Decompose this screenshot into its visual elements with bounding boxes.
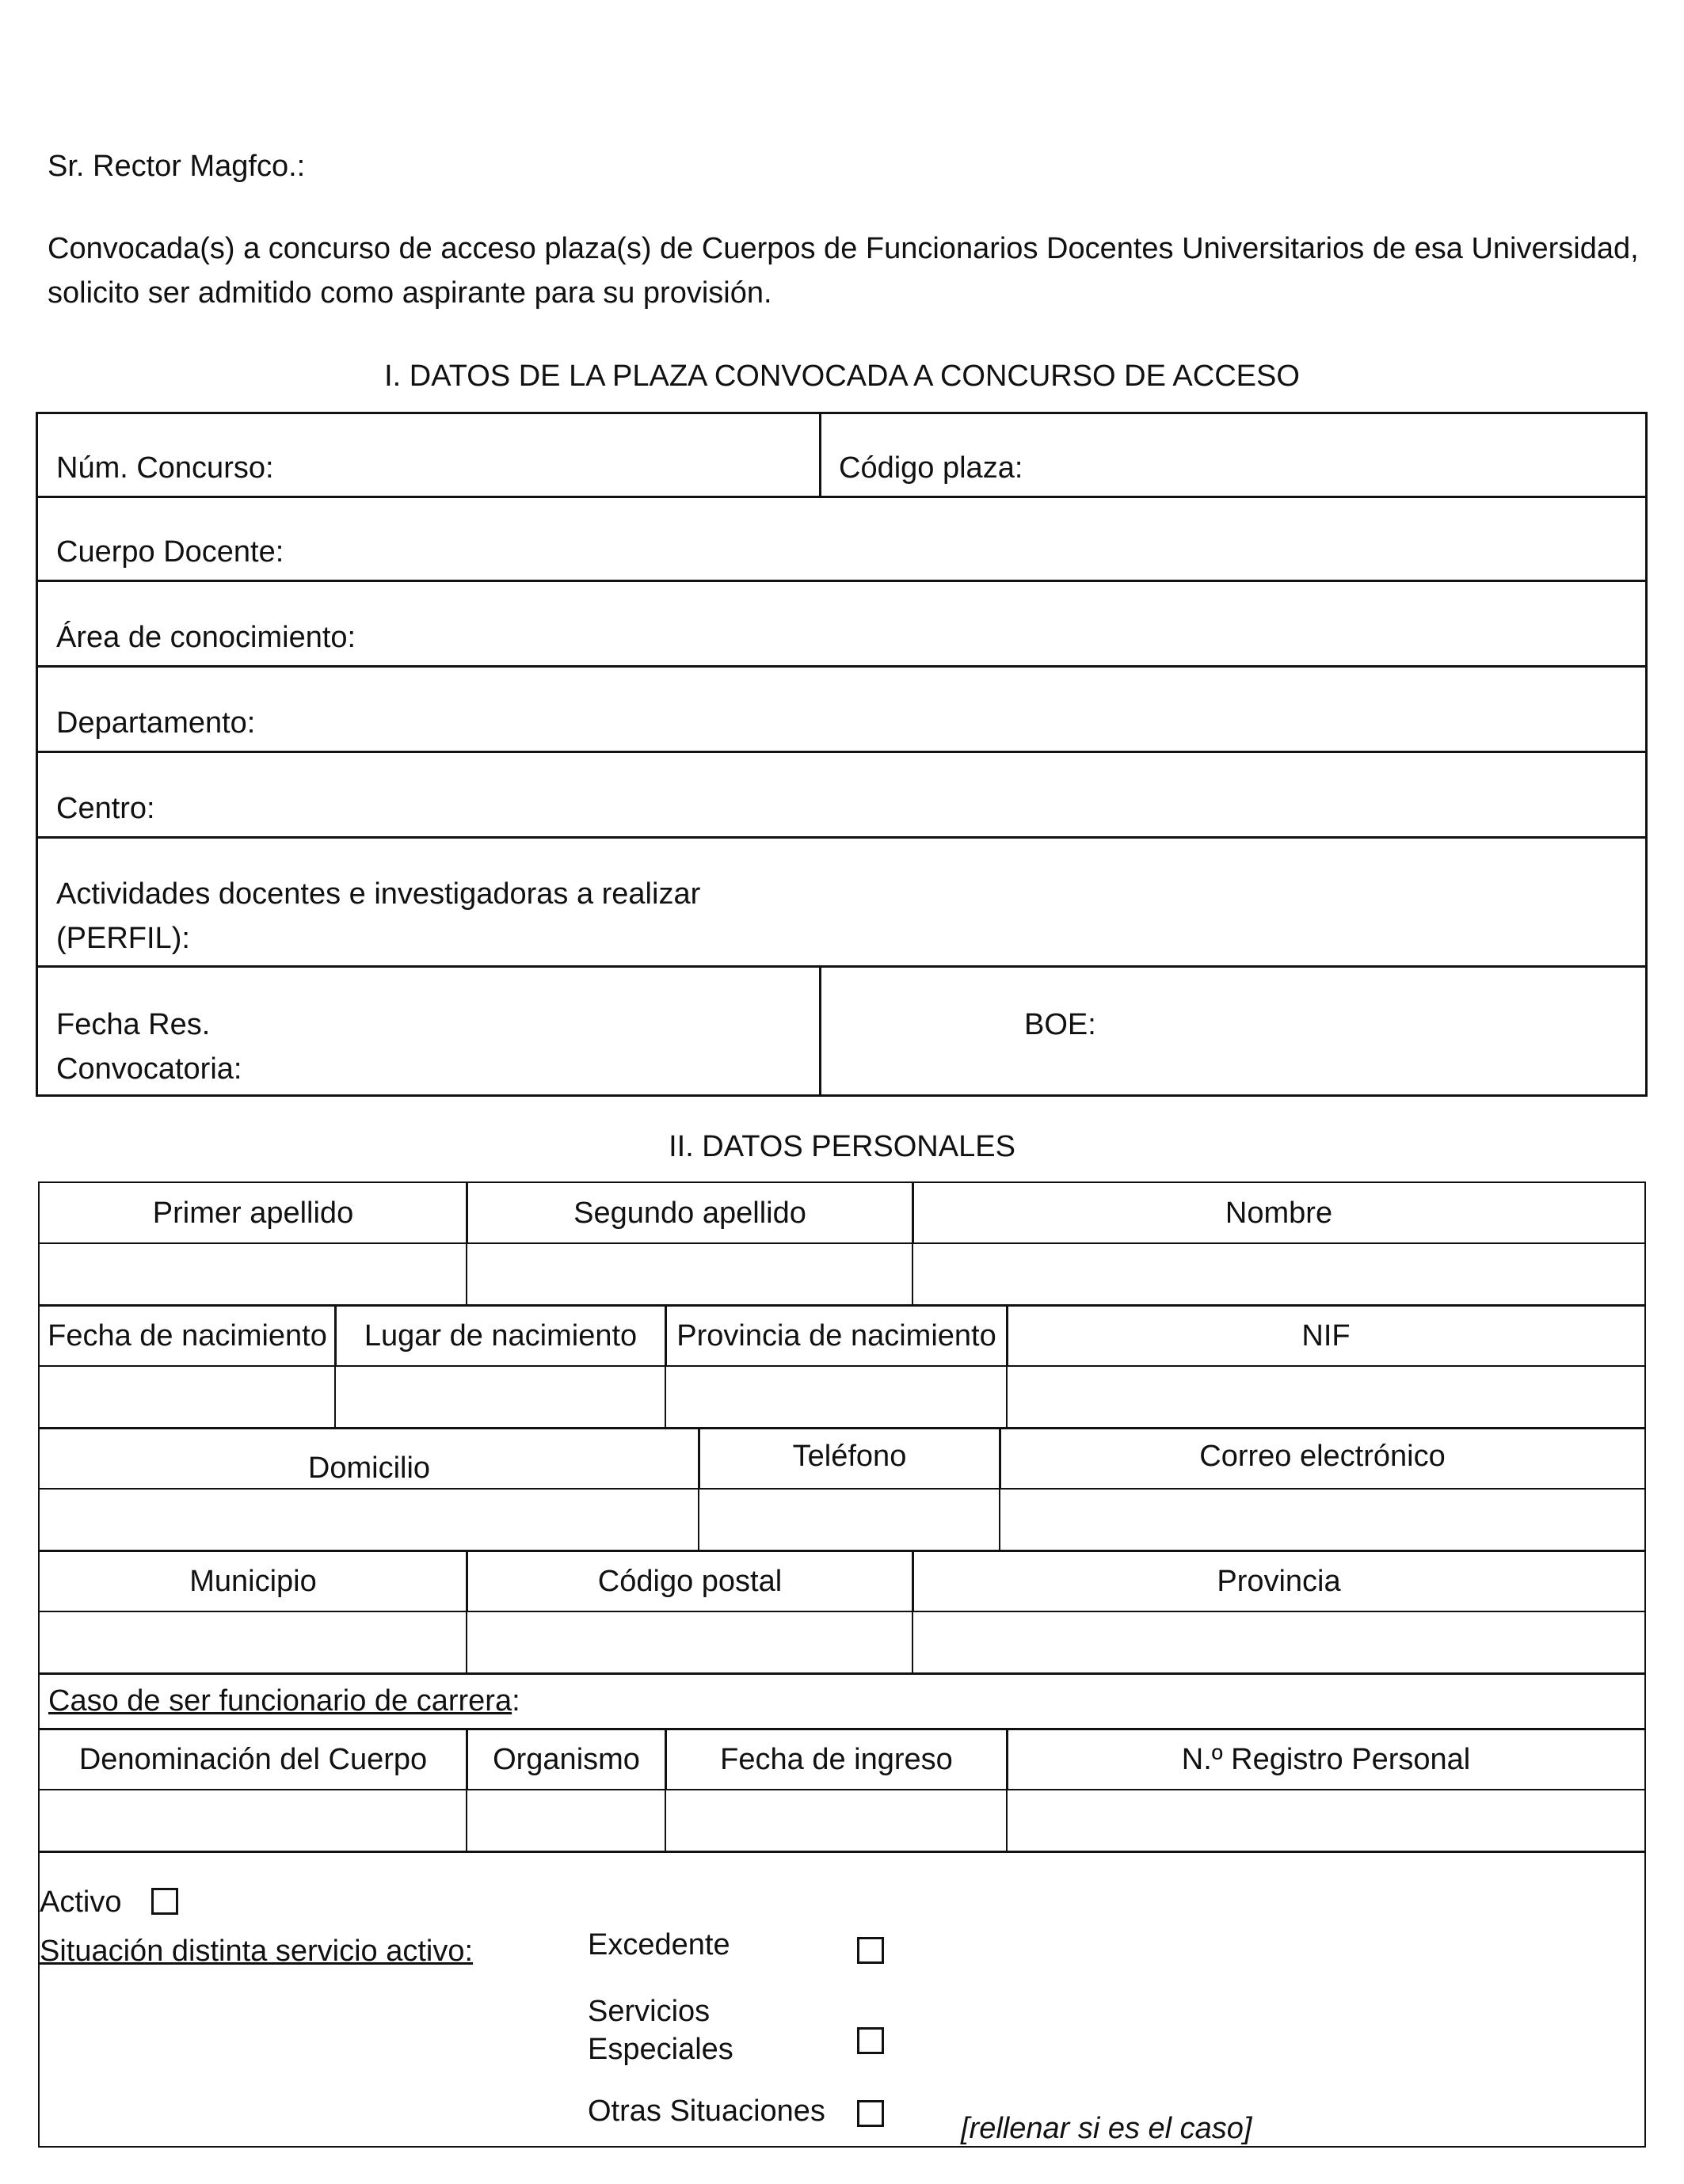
nif-input[interactable] (1006, 1365, 1646, 1429)
header-fecha-ingreso: Fecha de ingreso (665, 1728, 1008, 1791)
segundo-apellido-input[interactable] (466, 1242, 914, 1307)
header-primer-apellido: Primer apellido (38, 1181, 468, 1245)
activo-label: Activo (40, 1885, 122, 1919)
fecha-nacimiento-input[interactable] (38, 1365, 337, 1429)
denominacion-cuerpo-input[interactable] (38, 1789, 468, 1853)
fecha-convocatoria-field[interactable] (36, 965, 821, 1097)
num-concurso-field[interactable] (36, 412, 821, 498)
section-1-title: I. DATOS DE LA PLAZA CONVOCADA A CONCURSO DE ACCESO (384, 360, 1300, 393)
area-conocimiento-label: Área de conocimiento: (56, 621, 356, 654)
registro-personal-input[interactable] (1006, 1789, 1646, 1853)
departamento-field[interactable] (36, 665, 1648, 753)
header-nif: NIF (1006, 1304, 1646, 1368)
boe-field[interactable] (819, 965, 1648, 1097)
section-2-title: II. DATOS PERSONALES (669, 1130, 1015, 1163)
situacion-label: Situación distinta servicio activo: (40, 1935, 474, 1968)
area-conocimiento-field[interactable] (36, 580, 1648, 668)
cuerpo-docente-field[interactable] (36, 496, 1648, 582)
rellenar-note: [rellenar si es el caso] (961, 2112, 1252, 2145)
header-provincia: Provincia (912, 1550, 1646, 1613)
primer-apellido-input[interactable] (38, 1242, 468, 1307)
header-segundo-apellido: Segundo apellido (466, 1181, 914, 1245)
fecha-label-line-2: Convocatoria: (56, 1052, 242, 1086)
codigo-plaza-field[interactable] (819, 412, 1648, 498)
centro-field[interactable] (36, 751, 1648, 839)
lugar-nacimiento-input[interactable] (334, 1365, 667, 1429)
servicios-label-line-2: Especiales (588, 2033, 733, 2066)
header-denominacion-cuerpo: Denominación del Cuerpo (38, 1728, 468, 1791)
header-domicilio: Domicilio (38, 1427, 700, 1490)
header-registro-personal: N.º Registro Personal (1006, 1728, 1646, 1791)
telefono-input[interactable] (698, 1488, 1001, 1552)
otras-situaciones-label: Otras Situaciones (588, 2095, 825, 2128)
num-concurso-label: Núm. Concurso: (56, 451, 274, 485)
nombre-input[interactable] (912, 1242, 1646, 1307)
codigo-postal-input[interactable] (466, 1611, 914, 1675)
header-provincia-nacimiento: Provincia de nacimiento (665, 1304, 1008, 1368)
provincia-input[interactable] (912, 1611, 1646, 1675)
perfil-field[interactable] (36, 836, 1648, 968)
funcionario-heading: Caso de ser funcionario de carrera (48, 1684, 512, 1718)
cuerpo-docente-label: Cuerpo Docente: (56, 535, 284, 569)
salutation: Sr. Rector Magfco.: (48, 150, 306, 183)
header-lugar-nacimiento: Lugar de nacimiento (334, 1304, 667, 1368)
correo-input[interactable] (999, 1488, 1646, 1552)
departamento-label: Departamento: (56, 706, 256, 740)
servicios-especiales-checkbox[interactable] (857, 2027, 884, 2054)
otras-situaciones-checkbox[interactable] (857, 2100, 884, 2127)
perfil-label-line-2: (PERFIL): (56, 922, 190, 955)
header-codigo-postal: Código postal (466, 1550, 914, 1613)
header-organismo: Organismo (466, 1728, 667, 1791)
excedente-label: Excedente (588, 1928, 730, 1961)
funcionario-heading-row (38, 1672, 1646, 1730)
codigo-plaza-label: Código plaza: (839, 451, 1023, 485)
header-telefono: Teléfono (698, 1427, 1001, 1490)
servicios-label-line-1: Servicios (588, 1995, 711, 2028)
intro-line-1: Convocada(s) a concurso de acceso plaza(s) de Cuerpos de Funcionarios Docentes Universitarios de esa Universidad, (48, 232, 1639, 265)
domicilio-input[interactable] (38, 1488, 700, 1552)
municipio-input[interactable] (38, 1611, 468, 1675)
organismo-input[interactable] (466, 1789, 667, 1853)
header-fecha-nacimiento: Fecha de nacimiento (38, 1304, 337, 1368)
header-municipio: Municipio (38, 1550, 468, 1613)
perfil-label-line-1: Actividades docentes e investigadoras a realizar (56, 877, 701, 911)
header-correo: Correo electrónico (999, 1427, 1646, 1490)
fecha-label-line-1: Fecha Res. (56, 1008, 211, 1041)
centro-label: Centro: (56, 792, 155, 825)
fecha-ingreso-input[interactable] (665, 1789, 1008, 1853)
activo-checkbox[interactable] (151, 1888, 178, 1915)
funcionario-heading-colon: : (512, 1684, 520, 1718)
provincia-nacimiento-input[interactable] (665, 1365, 1008, 1429)
intro-line-2: solicito ser admitido como aspirante para su provisión. (48, 276, 772, 310)
boe-label: BOE: (1024, 1008, 1096, 1041)
header-nombre: Nombre (912, 1181, 1646, 1245)
situacion-box (38, 1851, 1646, 2148)
excedente-checkbox[interactable] (857, 1937, 884, 1964)
